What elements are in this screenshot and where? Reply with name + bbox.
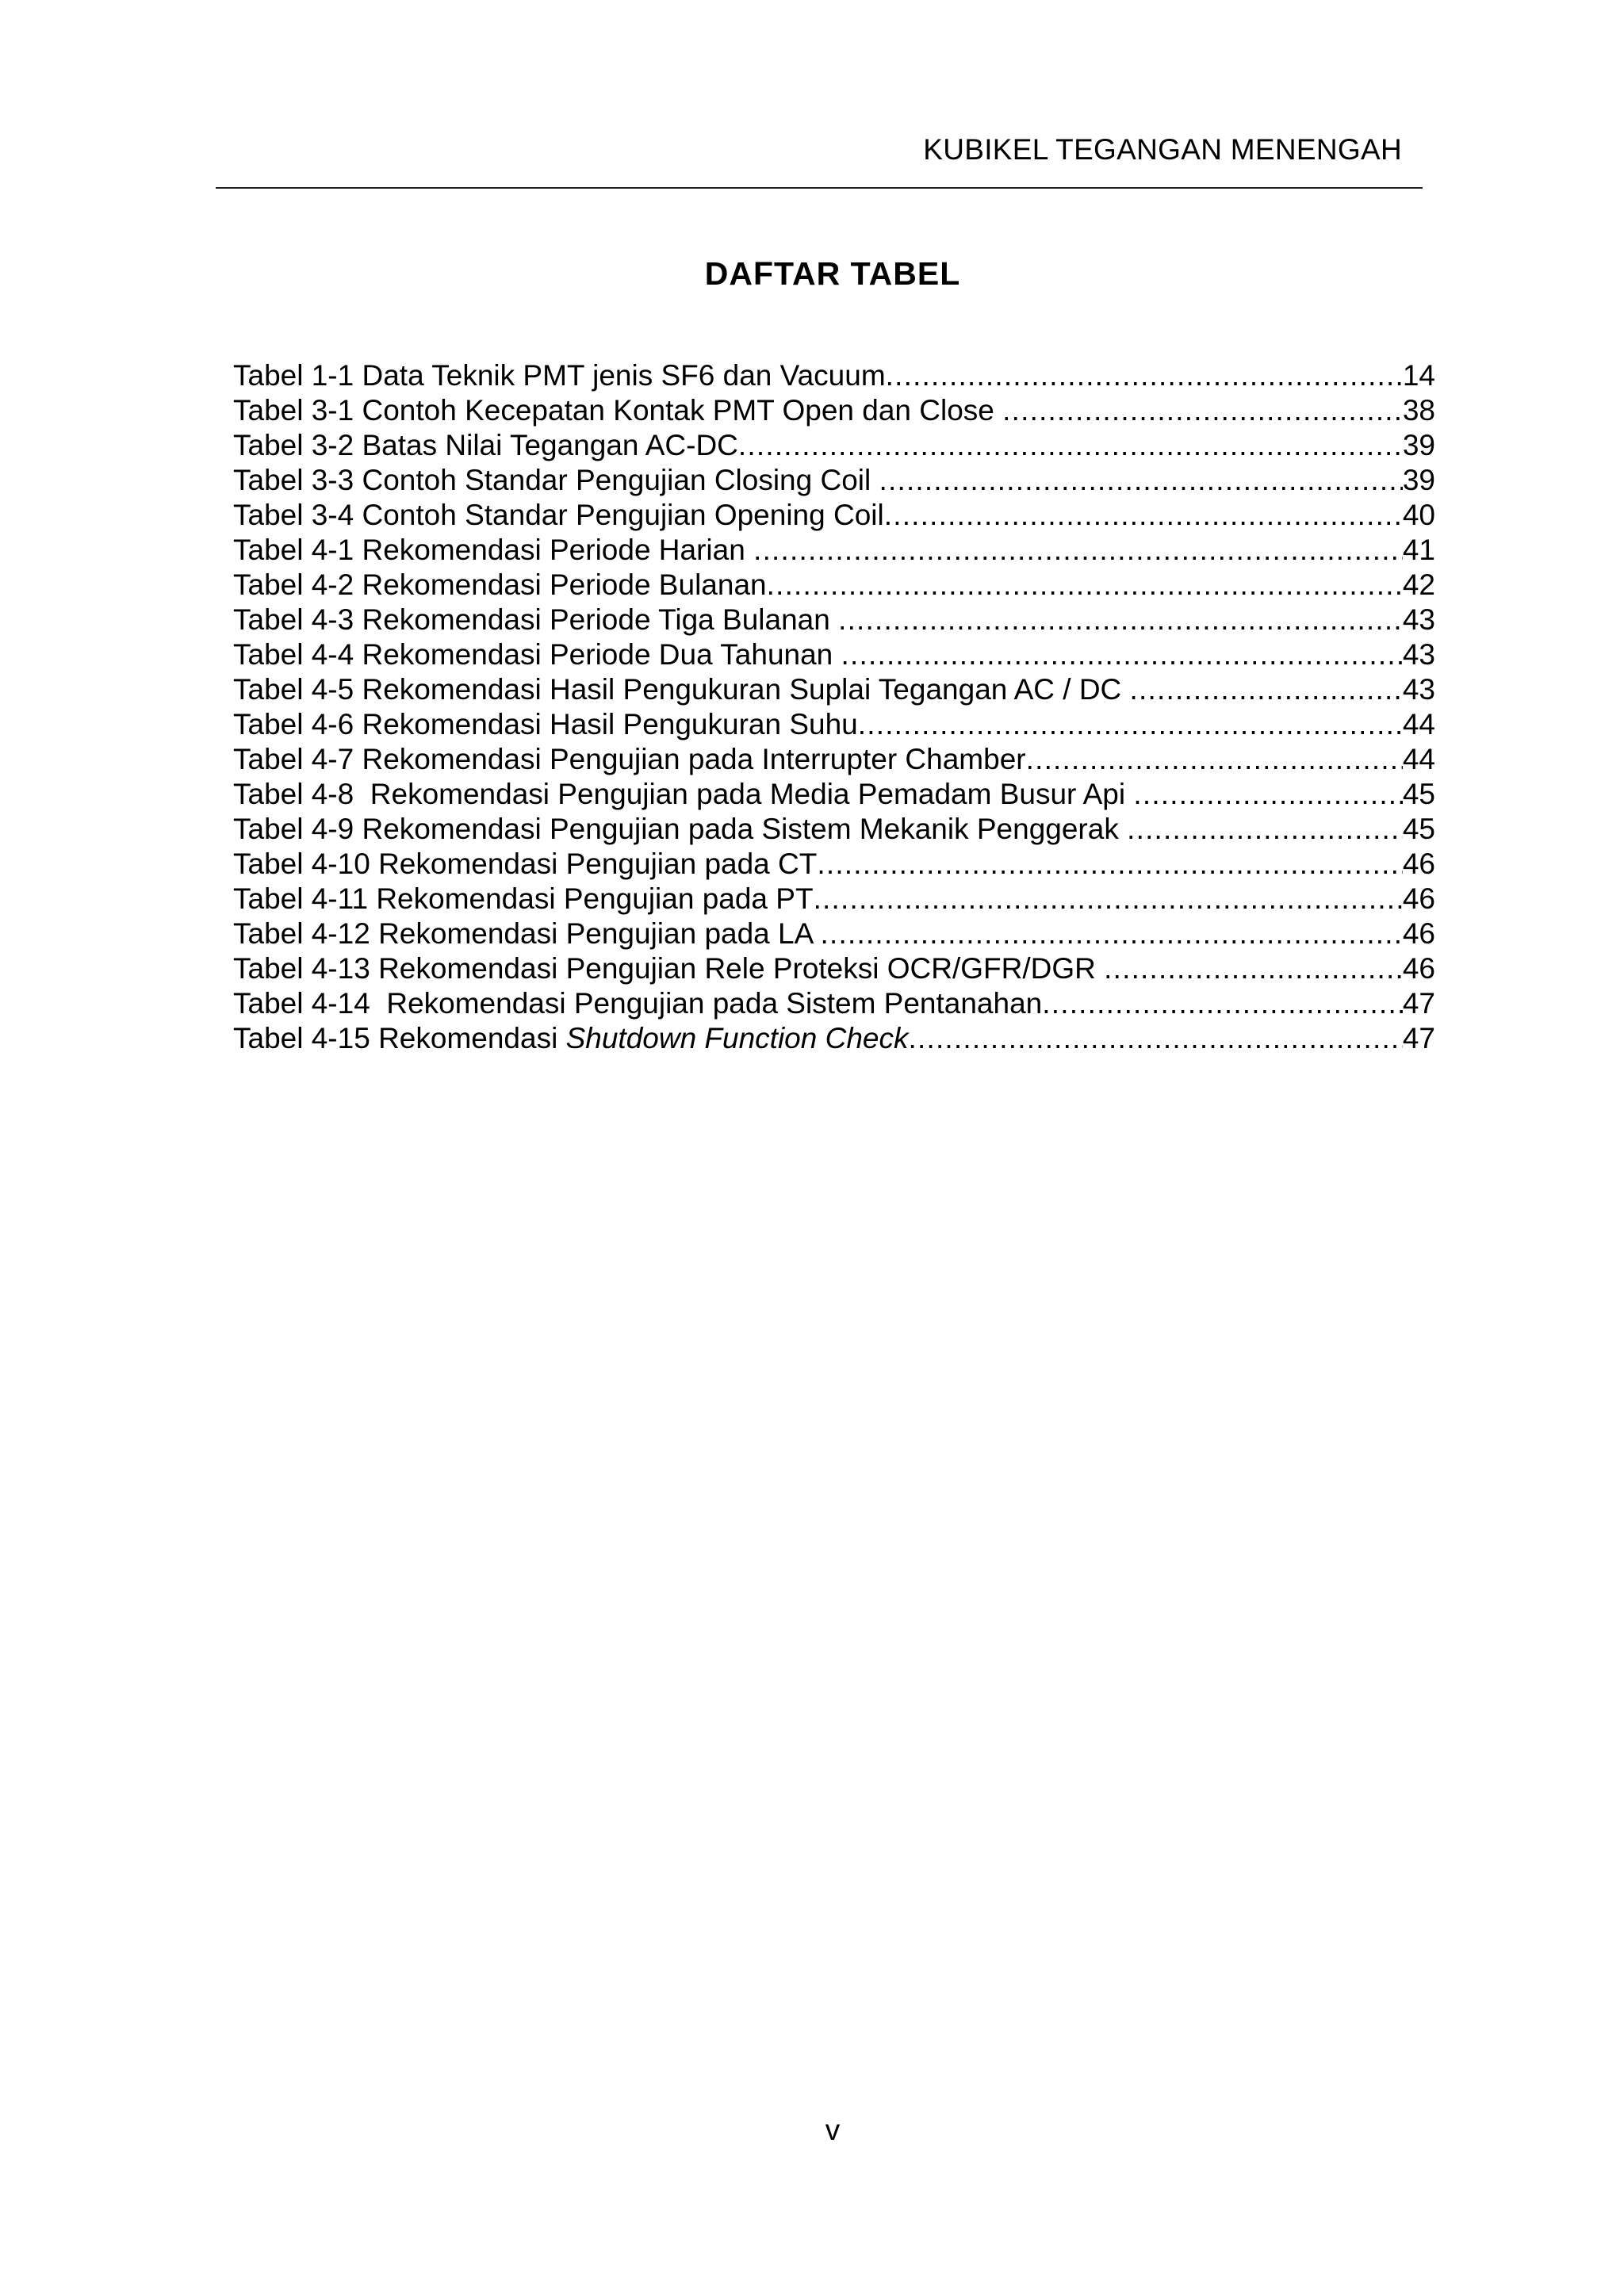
header-divider — [216, 187, 1423, 189]
toc-entry-label-text: Tabel 3-4 Contoh Standar Pengujian Opening Coil — [233, 499, 884, 531]
dot-leader — [753, 533, 1403, 568]
toc-entry-label — [233, 603, 838, 637]
dot-leader — [814, 882, 1403, 916]
toc-entry-page-number: 45 — [1402, 778, 1435, 810]
toc-entry-page-number: 39 — [1402, 429, 1435, 461]
dot-leader — [738, 428, 1403, 463]
toc-entry-label-text: Tabel 4-3 Rekomendasi Periode Tiga Bulanan — [233, 603, 839, 636]
toc-entry[interactable] — [233, 463, 1435, 498]
toc-entry-page-number: 41 — [1402, 534, 1435, 566]
toc-entry-label — [233, 742, 1026, 777]
dot-leader — [886, 358, 1403, 393]
dot-leader — [1026, 742, 1403, 777]
toc-entry-label — [233, 916, 821, 951]
page-title: DAFTAR TABEL — [704, 255, 961, 292]
toc-entry-label — [233, 358, 886, 393]
dot-leader — [767, 568, 1403, 603]
table-of-tables — [233, 358, 1435, 1056]
toc-entry-label-text: Tabel 4-12 Rekomendasi Pengujian pada LA — [233, 917, 821, 950]
toc-entry-label-text: Tabel 4-9 Rekomendasi Pengujian pada Sistem Mekanik Penggerak — [233, 813, 1128, 845]
toc-entry-page-number: 45 — [1402, 813, 1435, 845]
toc-entry-page-number: 38 — [1402, 394, 1435, 427]
dot-leader — [858, 707, 1403, 742]
toc-entry[interactable] — [233, 742, 1435, 777]
toc-entry-label-text: Tabel 4-4 Rekomendasi Periode Dua Tahunan — [233, 638, 841, 671]
toc-entry-label-text: Tabel 4-5 Rekomendasi Hasil Pengukuran Suplai Tegangan AC / DC — [233, 673, 1130, 706]
toc-entry-label — [233, 847, 817, 882]
toc-entry-page-number: 44 — [1402, 743, 1435, 775]
toc-entry[interactable] — [233, 812, 1435, 847]
toc-entry-label — [233, 393, 1002, 428]
toc-entry[interactable] — [233, 951, 1435, 986]
toc-entry-label — [233, 498, 884, 533]
toc-entry[interactable] — [233, 882, 1435, 916]
toc-entry-page-number: 46 — [1402, 952, 1435, 985]
toc-entry-label — [233, 1021, 909, 1056]
dot-leader — [1104, 951, 1403, 986]
toc-entry[interactable] — [233, 1021, 1435, 1056]
dot-leader — [879, 463, 1403, 498]
toc-entry[interactable] — [233, 393, 1435, 428]
toc-entry-label-text: Tabel 4-7 Rekomendasi Pengujian pada Interrupter Chamber — [233, 743, 1026, 775]
toc-entry-page-number: 42 — [1402, 568, 1435, 601]
toc-entry-label — [233, 463, 879, 498]
toc-entry-label — [233, 707, 858, 742]
toc-entry[interactable] — [233, 358, 1435, 393]
toc-entry[interactable] — [233, 986, 1435, 1021]
page-number: v — [825, 2114, 841, 2146]
toc-entry[interactable] — [233, 568, 1435, 603]
toc-entry-page-number: 43 — [1402, 603, 1435, 636]
toc-entry-label — [233, 951, 1104, 986]
toc-entry-page-number: 46 — [1402, 848, 1435, 880]
toc-entry-label — [233, 882, 814, 916]
toc-entry[interactable] — [233, 777, 1435, 812]
toc-entry-label-text: Tabel 3-2 Batas Nilai Tegangan AC-DC — [233, 429, 738, 461]
toc-entry-page-number: 14 — [1402, 359, 1435, 392]
toc-entry[interactable] — [233, 672, 1435, 707]
dot-leader — [838, 603, 1403, 637]
toc-entry-page-number: 43 — [1402, 673, 1435, 706]
dot-leader — [1130, 672, 1403, 707]
toc-entry-label — [233, 533, 753, 568]
toc-entry[interactable] — [233, 916, 1435, 951]
toc-entry[interactable] — [233, 498, 1435, 533]
toc-entry-page-number: 46 — [1402, 882, 1435, 915]
toc-entry-label-text: Tabel 1-1 Data Teknik PMT jenis SF6 dan Vacuum — [233, 359, 886, 392]
toc-entry-page-number: 40 — [1402, 499, 1435, 531]
toc-entry-label-text: Tabel 3-1 Contoh Kecepatan Kontak PMT Open dan Close — [233, 394, 1003, 427]
toc-entry-page-number: 46 — [1402, 917, 1435, 950]
toc-entry-label — [233, 637, 841, 672]
toc-entry-label — [233, 568, 767, 603]
toc-entry-label — [233, 428, 738, 463]
dot-leader — [841, 637, 1403, 672]
toc-entry[interactable] — [233, 603, 1435, 637]
toc-entry-page-number: 44 — [1402, 708, 1435, 740]
toc-entry-label-text: Tabel 4-8 Rekomendasi Pengujian pada Media Pemadam Busur Api — [233, 778, 1134, 810]
running-header: KUBIKEL TEGANGAN MENENGAH — [923, 133, 1402, 166]
toc-entry-label-text: Tabel 4-11 Rekomendasi Pengujian pada PT — [233, 882, 814, 915]
dot-leader — [817, 847, 1402, 882]
dot-leader — [821, 916, 1403, 951]
toc-entry-label — [233, 672, 1130, 707]
toc-entry-label — [233, 812, 1127, 847]
toc-entry-page-number: 47 — [1402, 987, 1435, 1020]
dot-leader — [1133, 777, 1402, 812]
toc-entry-label-text: Tabel 3-3 Contoh Standar Pengujian Closing Coil — [233, 464, 879, 496]
toc-entry-page-number: 39 — [1402, 464, 1435, 496]
toc-entry[interactable] — [233, 428, 1435, 463]
dot-leader — [1127, 812, 1403, 847]
toc-entry-label-text: Tabel 4-15 Rekomendasi — [233, 1022, 566, 1054]
dot-leader — [1002, 393, 1403, 428]
toc-entry-label-text: Tabel 4-2 Rekomendasi Periode Bulanan — [233, 568, 767, 601]
toc-entry-label-text: Tabel 4-13 Rekomendasi Pengujian Rele Proteksi OCR/GFR/DGR — [233, 952, 1105, 985]
toc-entry-label-text: Tabel 4-6 Rekomendasi Hasil Pengukuran Suhu — [233, 708, 858, 740]
toc-entry-label-text: Tabel 4-14 Rekomendasi Pengujian pada Sistem Pentanahan — [233, 987, 1043, 1020]
toc-entry-label — [233, 986, 1042, 1021]
toc-entry-page-number: 43 — [1402, 638, 1435, 671]
toc-entry-label-text: Tabel 4-1 Rekomendasi Periode Harian — [233, 534, 754, 566]
dot-leader — [884, 498, 1403, 533]
dot-leader — [909, 1021, 1403, 1056]
toc-entry[interactable] — [233, 533, 1435, 568]
toc-entry-page-number: 47 — [1402, 1022, 1435, 1054]
dot-leader — [1042, 986, 1403, 1021]
toc-entry[interactable] — [233, 637, 1435, 672]
toc-entry-label-emphasis: Shutdown Function Check — [565, 1022, 909, 1054]
toc-entry-label — [233, 777, 1133, 812]
toc-entry[interactable] — [233, 847, 1435, 882]
toc-entry-label-text: Tabel 4-10 Rekomendasi Pengujian pada CT — [233, 848, 818, 880]
toc-entry[interactable] — [233, 707, 1435, 742]
